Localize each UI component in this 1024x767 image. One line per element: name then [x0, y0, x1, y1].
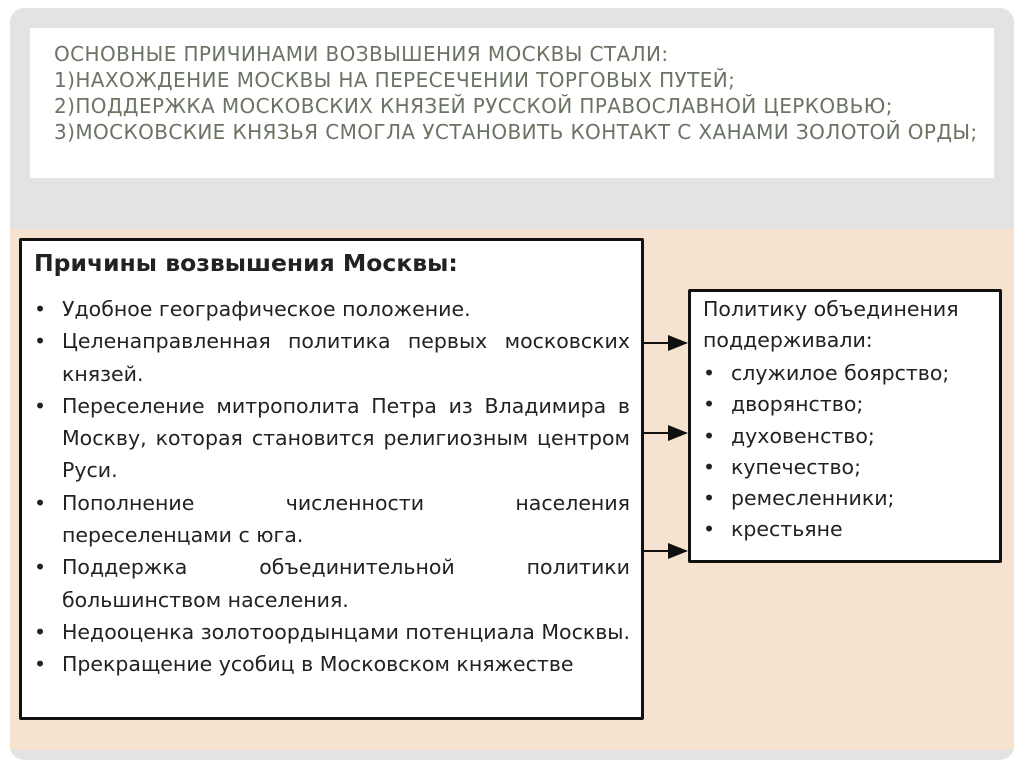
list-item: • Удобное географическое положение.	[32, 293, 630, 325]
list-item: • Недооценка золотоордынцами потенциала Москвы.	[32, 616, 630, 648]
list-item: • ремесленники;	[701, 483, 991, 514]
reasons-title: Причины возвышения Москвы:	[34, 249, 458, 277]
list-item: • крестьяне	[701, 514, 991, 545]
list-item: • дворянство;	[701, 389, 991, 420]
list-item: • Переселение митрополита Петра из Владимира в Москву, которая становится религиозным центром Руси.	[32, 390, 630, 487]
list-item: • купечество;	[701, 452, 991, 483]
reasons-list	[32, 293, 630, 681]
title-panel	[30, 28, 994, 178]
list-item: • Целенаправленная политика первых московских князей.	[32, 325, 630, 390]
list-item: • Пополнение численности населения переселенцами с юга.	[32, 487, 630, 552]
list-item: • служилое боярство;	[701, 358, 991, 389]
list-item: • Поддержка объединительной политики большинством населения.	[32, 551, 630, 616]
supporters-box	[688, 289, 1002, 563]
list-item: • духовенство;	[701, 421, 991, 452]
supporters-heading: Политику объединения поддерживали:	[703, 297, 959, 352]
list-item: • Прекращение усобиц в Московском княжестве	[32, 648, 630, 680]
reasons-box	[19, 238, 644, 720]
slide-title: ОСНОВНЫЕ ПРИЧИНАМИ ВОЗВЫШЕНИЯ МОСКВЫ СТАЛИ: 1)НАХОЖДЕНИЕ МОСКВЫ НА ПЕРЕСЕЧЕНИИ ТОРГОВЫХ ПУТЕЙ; 2)ПОДДЕРЖКА МОСКОВСКИХ КНЯЗЕЙ РУССКОЙ ПРАВОСЛАВНОЙ ЦЕРКОВЬЮ; 3)МОСКОВСКИЕ КНЯЗЬЯ СМОГЛА УСТАНОВИТЬ КОНТАКТ С ХАНАМИ ЗОЛОТОЙ ОРДЫ;	[54, 42, 978, 144]
supporters-list	[701, 358, 991, 546]
